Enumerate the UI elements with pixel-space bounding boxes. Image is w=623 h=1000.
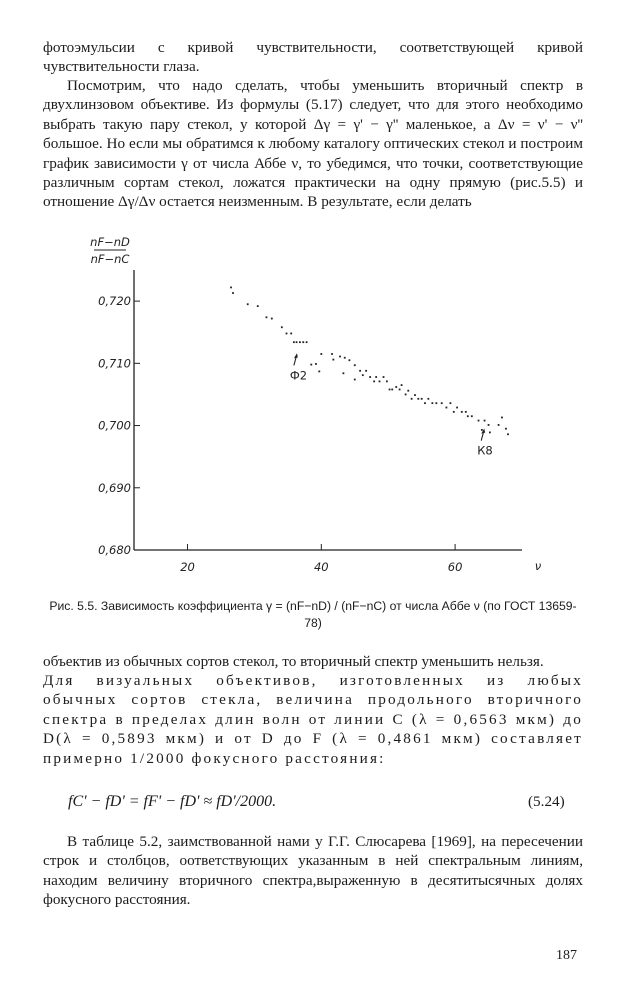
scatter-point bbox=[501, 417, 503, 419]
scatter-point bbox=[465, 411, 467, 413]
scatter-point bbox=[395, 386, 397, 388]
scatter-point bbox=[290, 333, 292, 335]
scatter-point bbox=[318, 371, 320, 373]
scatter-point bbox=[344, 357, 346, 359]
scatter-point bbox=[306, 341, 308, 343]
scatter-point bbox=[332, 359, 334, 361]
scatter-point bbox=[379, 380, 381, 382]
scatter-point bbox=[507, 433, 509, 435]
scatter-point bbox=[320, 353, 322, 355]
scatter-point bbox=[411, 398, 413, 400]
x-tick-label: 20 bbox=[180, 560, 195, 574]
scatter-point bbox=[247, 303, 249, 305]
scatter-point bbox=[296, 341, 298, 343]
paragraph-2: Посмотрим, что надо сделать, чтобы уменьшить вторичный спектр в двухлинзовом объективе. Из формулы (5.17) следует, что для этого необходимо выбрать такую пару стекол, у которой Δγ = γ' − γ'' маленькое, а Δν = ν' − ν'' большое. Но если мы обратимся к любому каталогу оптических стекол и построим график зависимости γ от числа Аббе ν, то убедимся, что точки, соответствующие различным сортам стекол, ложатся практически на одну прямую (рис.5.5) и отношение Δγ/Δν остается неизменным. В результате, если делать bbox=[43, 77, 583, 211]
scatter-point bbox=[456, 407, 458, 409]
scatter-point bbox=[407, 390, 409, 392]
scatter-point bbox=[354, 379, 356, 381]
scatter-point bbox=[424, 402, 426, 404]
y-tick-label: 0,680 bbox=[98, 543, 131, 557]
scatter-point bbox=[489, 432, 491, 434]
annotation-label: К8 bbox=[477, 443, 493, 458]
y-label-numerator: nF−nD bbox=[90, 235, 130, 249]
scatter-point bbox=[414, 394, 416, 396]
scatter-point bbox=[302, 341, 304, 343]
scatter-point bbox=[266, 316, 268, 318]
scatter-point bbox=[435, 402, 437, 404]
equation-number: (5.24) bbox=[528, 793, 565, 810]
x-tick-label: 40 bbox=[313, 560, 329, 574]
page-number: 187 bbox=[556, 948, 577, 963]
scatter-point bbox=[478, 420, 480, 422]
scatter-point bbox=[467, 415, 469, 417]
scatter-point bbox=[471, 415, 473, 417]
scatter-point bbox=[365, 370, 367, 372]
scatter-point bbox=[461, 411, 463, 413]
figure-caption: Рис. 5.5. Зависимость коэффициента γ = (nF−nD) / (nF−nC) от числа Аббе ν (по ГОСТ 13659-78) bbox=[49, 599, 577, 630]
scatter-point bbox=[359, 370, 361, 372]
x-axis-label: ν bbox=[534, 559, 542, 573]
scatter-point bbox=[232, 292, 234, 294]
figure-5-5-chart bbox=[90, 228, 550, 588]
scatter-point bbox=[386, 380, 388, 382]
x-tick-label: 60 bbox=[447, 560, 463, 574]
scatter-point bbox=[391, 389, 393, 391]
scatter-point bbox=[362, 374, 364, 376]
paragraph-1: фотоэмульсии с кривой чувствительности, соответствующей кривой чувствительности глаза. bbox=[43, 39, 583, 76]
scatter-point bbox=[310, 364, 312, 366]
scatter-point bbox=[375, 376, 377, 378]
scatter-point bbox=[293, 341, 295, 343]
scatter-point bbox=[331, 353, 333, 355]
paragraph-4: В таблице 5.2, заимствованной нами у Г.Г. Слюсарева [1969], на пересечении строк и столбцов, оответствующих указанным в ней спектральным линиям, находим величину вторичного спектра,выраженную в десятитысячных долях фокусного расстояния. bbox=[43, 833, 583, 909]
scatter-point bbox=[488, 424, 490, 426]
y-axis-label bbox=[90, 235, 130, 266]
paragraph-3: объектив из обычных сортов стекол, то вторичный спектр уменьшить нельзя. bbox=[43, 653, 544, 670]
scatter-point bbox=[349, 359, 351, 361]
scatter-point bbox=[405, 394, 407, 396]
scatter-point bbox=[484, 420, 486, 422]
scatter-point bbox=[315, 363, 317, 365]
scatter-point bbox=[453, 411, 455, 413]
scatter-point bbox=[389, 389, 391, 391]
y-label-denominator: nF−nC bbox=[90, 252, 130, 266]
scatter-point bbox=[383, 376, 385, 378]
y-tick-label: 0,710 bbox=[98, 356, 131, 371]
y-tick-label: 0,720 bbox=[98, 294, 131, 309]
scatter-point bbox=[399, 389, 401, 391]
scatter-point bbox=[230, 287, 232, 289]
formula-5-24: fC' − fD' = fF' − fD' ≈ fD'/2000. bbox=[68, 793, 277, 810]
scatter-point bbox=[354, 364, 356, 366]
scatter-point bbox=[271, 318, 273, 320]
scatter-point bbox=[339, 356, 341, 358]
scatter-point bbox=[498, 424, 500, 426]
scatter-point bbox=[441, 402, 443, 404]
scatter-point bbox=[417, 398, 419, 400]
scatter-point bbox=[481, 429, 483, 431]
scatter-point bbox=[342, 372, 344, 374]
scatter-point bbox=[373, 380, 375, 382]
y-tick-label: 0,690 bbox=[98, 480, 131, 495]
scatter-point bbox=[299, 341, 301, 343]
scatter-point bbox=[281, 326, 283, 328]
scatter-point bbox=[286, 333, 288, 335]
scatter-point bbox=[369, 376, 371, 378]
scatter-point bbox=[450, 402, 452, 404]
scatter-point bbox=[257, 305, 259, 307]
scatter-point bbox=[431, 402, 433, 404]
scatter-point bbox=[427, 398, 429, 400]
scatter-point bbox=[421, 398, 423, 400]
scatter-point bbox=[446, 407, 448, 409]
paragraph-3-continued: Для визуальных объективов, изготовленных из любых обычных сортов стекла, величина продольного вторичного спектра в пределах длин волн от линии C (λ = 0,6563 мкм) до D(λ = 0,5893 мкм) и от D до F (λ = 0,4861 мкм) составляет примерно 1/2000 фокусного расстояния: bbox=[43, 672, 583, 767]
y-tick-label: 0,700 bbox=[98, 418, 131, 433]
annotation-label: Ф2 bbox=[289, 368, 308, 383]
scatter-point bbox=[505, 428, 507, 430]
scatter-point bbox=[401, 384, 403, 386]
annotation-arrowhead bbox=[294, 353, 298, 358]
